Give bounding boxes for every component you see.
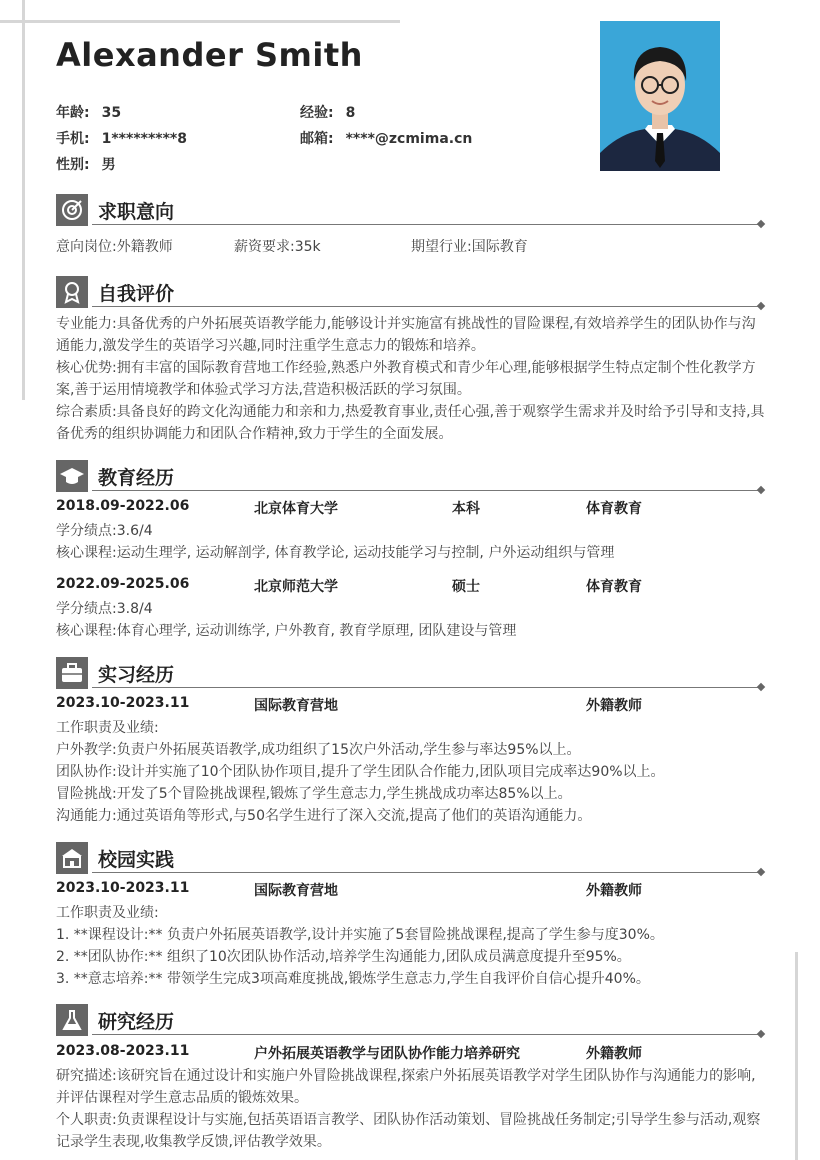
edu-gpa: 学分绩点:3.8/4 xyxy=(56,601,153,617)
campus-role: 外籍教师 xyxy=(586,883,642,899)
email-info xyxy=(300,128,472,148)
self-eval-professional: 专业能力:具备优秀的户外拓展英语教学能力,能够设计并实施富有挑战性的冒险课程,有效培养学生的团队协作与沟通能力,激发学生的英语学习兴趣,同时注重学生意志力的锻炼和培养。 xyxy=(56,316,756,354)
expected-salary: 薪资要求:35k xyxy=(234,239,321,255)
intern-line: 户外教学:负责户外拓展英语教学,成功组织了15次户外活动,学生参与率达95%以上。 xyxy=(56,742,581,758)
intern-line: 冒险挑战:开发了5个冒险挑战课程,锻炼了学生意志力,学生挑战成功率达85%以上。 xyxy=(56,786,572,802)
section-title: 校园实践 xyxy=(98,849,175,871)
campus-line: 2. **团队协作:** 组织了10次团队协作活动,培养学生沟通能力,团队成员满意度提升至95%。 xyxy=(56,949,631,965)
job-intention-row xyxy=(56,236,766,258)
edu-date: 2018.09-2022.06 xyxy=(56,498,190,514)
section-divider xyxy=(92,1034,760,1035)
age-value: 35 xyxy=(101,105,122,121)
section-divider xyxy=(92,872,760,873)
section-divider xyxy=(92,687,760,688)
divider-end-marker xyxy=(757,220,765,228)
intern-line: 工作职责及业绩: xyxy=(56,720,159,736)
section-campus-practice xyxy=(56,842,764,874)
edu-degree: 硕士 xyxy=(452,579,480,595)
divider-end-marker xyxy=(757,868,765,876)
edu-major: 体育教育 xyxy=(586,501,642,517)
gender-label: 性别: xyxy=(56,157,90,173)
intern-role: 外籍教师 xyxy=(586,698,642,714)
campus-line: 3. **意志培养:** 带领学生完成3项高难度挑战,锻炼学生意志力,学生自我评价自信心提升40%。 xyxy=(56,971,650,987)
edu-major: 体育教育 xyxy=(586,579,642,595)
age-label: 年龄: xyxy=(56,105,90,121)
research-topic: 户外拓展英语教学与团队协作能力培养研究 xyxy=(254,1046,520,1062)
section-internship xyxy=(56,657,764,689)
experience-value: 8 xyxy=(345,105,356,121)
section-education xyxy=(56,460,764,492)
research-duty: 个人职责:负责课程设计与实施,包括英语语言教学、团队协作活动策划、冒险挑战任务制定;引导学生参与活动,观察记录学生表现,收集教学反馈,评估教学效果。 xyxy=(56,1112,761,1150)
intern-date: 2023.10-2023.11 xyxy=(56,695,190,711)
campus-item-header xyxy=(56,880,766,900)
section-research xyxy=(56,1004,764,1036)
email-value: ****@zcmima.cn xyxy=(345,131,473,147)
self-eval-qualities: 综合素质:具备良好的跨文化沟通能力和亲和力,热爱教育事业,责任心强,善于观察学生需求并及时给予引导和支持,具备优秀的组织协调能力和团队合作精神,致力于学生的全面发展。 xyxy=(56,404,765,442)
candidate-name: Alexander Smith xyxy=(56,36,363,74)
section-title: 求职意向 xyxy=(98,201,175,223)
campus-line: 1. **课程设计:** 负责户外拓展英语教学,设计并实施了5套冒险挑战课程,提高了学生参与度30%。 xyxy=(56,927,664,943)
divider-end-marker xyxy=(757,486,765,494)
section-title: 教育经历 xyxy=(98,467,175,489)
phone-value: 1*********8 xyxy=(101,131,187,147)
divider-end-marker xyxy=(757,302,765,310)
award-icon xyxy=(56,276,88,308)
age-info xyxy=(56,102,121,122)
edu-school: 北京师范大学 xyxy=(254,579,338,595)
edu-school: 北京体育大学 xyxy=(254,501,338,517)
divider-end-marker xyxy=(757,683,765,691)
profile-photo xyxy=(600,21,720,171)
education-item-header xyxy=(56,576,766,596)
experience-label: 经验: xyxy=(300,105,334,121)
decorative-horizontal-bar xyxy=(0,20,400,23)
edu-degree: 本科 xyxy=(452,501,480,517)
edu-date: 2022.09-2025.06 xyxy=(56,576,190,592)
edu-courses: 核心课程:体育心理学, 运动训练学, 户外教育, 教育学原理, 团队建设与管理 xyxy=(56,623,517,639)
graduation-cap-icon xyxy=(56,460,88,492)
campus-date: 2023.10-2023.11 xyxy=(56,880,190,896)
school-building-icon xyxy=(56,842,88,874)
campus-line: 工作职责及业绩: xyxy=(56,905,159,921)
flask-icon xyxy=(56,1004,88,1036)
desired-industry: 期望行业:国际教育 xyxy=(411,239,528,255)
research-role: 外籍教师 xyxy=(586,1046,642,1062)
phone-info xyxy=(56,128,187,148)
intern-line: 沟通能力:通过英语角等形式,与50名学生进行了深入交流,提高了他们的英语沟通能力。 xyxy=(56,808,592,824)
section-job-intention xyxy=(56,194,764,226)
self-eval-strengths: 核心优势:拥有丰富的国际教育营地工作经验,熟悉户外教育模式和青少年心理,能够根据学生特点定制个性化教学方案,善于运用情境教学和体验式学习方法,营造积极活跃的学习氛围。 xyxy=(56,360,756,398)
email-label: 邮箱: xyxy=(300,131,334,147)
internship-item-header xyxy=(56,695,766,715)
campus-org: 国际教育营地 xyxy=(254,883,338,899)
section-divider xyxy=(92,490,760,491)
intern-org: 国际教育营地 xyxy=(254,698,338,714)
section-title: 实习经历 xyxy=(98,664,175,686)
target-icon xyxy=(56,194,88,226)
research-item-header xyxy=(56,1043,766,1063)
section-divider xyxy=(92,306,760,307)
research-description: 研究描述:该研究旨在通过设计和实施户外冒险挑战课程,探索户外拓展英语教学对学生团队协作与沟通能力的影响,并评估课程对学生意志品质的锻炼效果。 xyxy=(56,1068,756,1106)
experience-info xyxy=(300,102,355,122)
edu-gpa: 学分绩点:3.6/4 xyxy=(56,523,153,539)
education-item-header xyxy=(56,498,766,518)
section-title: 自我评价 xyxy=(98,283,175,305)
phone-label: 手机: xyxy=(56,131,90,147)
desired-position: 意向岗位:外籍教师 xyxy=(56,239,173,255)
gender-info xyxy=(56,154,116,174)
intern-line: 团队协作:设计并实施了10个团队协作项目,提升了学生团队合作能力,团队项目完成率达90%以上。 xyxy=(56,764,665,780)
section-title: 研究经历 xyxy=(98,1011,175,1033)
decorative-vertical-bar-bottom xyxy=(795,952,798,1160)
divider-end-marker xyxy=(757,1030,765,1038)
section-divider xyxy=(92,224,760,225)
section-self-evaluation xyxy=(56,276,764,308)
research-date: 2023.08-2023.11 xyxy=(56,1043,190,1059)
edu-courses: 核心课程:运动生理学, 运动解剖学, 体育教学论, 运动技能学习与控制, 户外运动组织与管理 xyxy=(56,545,615,561)
gender-value: 男 xyxy=(101,157,116,173)
decorative-vertical-bar xyxy=(22,0,25,400)
briefcase-icon xyxy=(56,657,88,689)
